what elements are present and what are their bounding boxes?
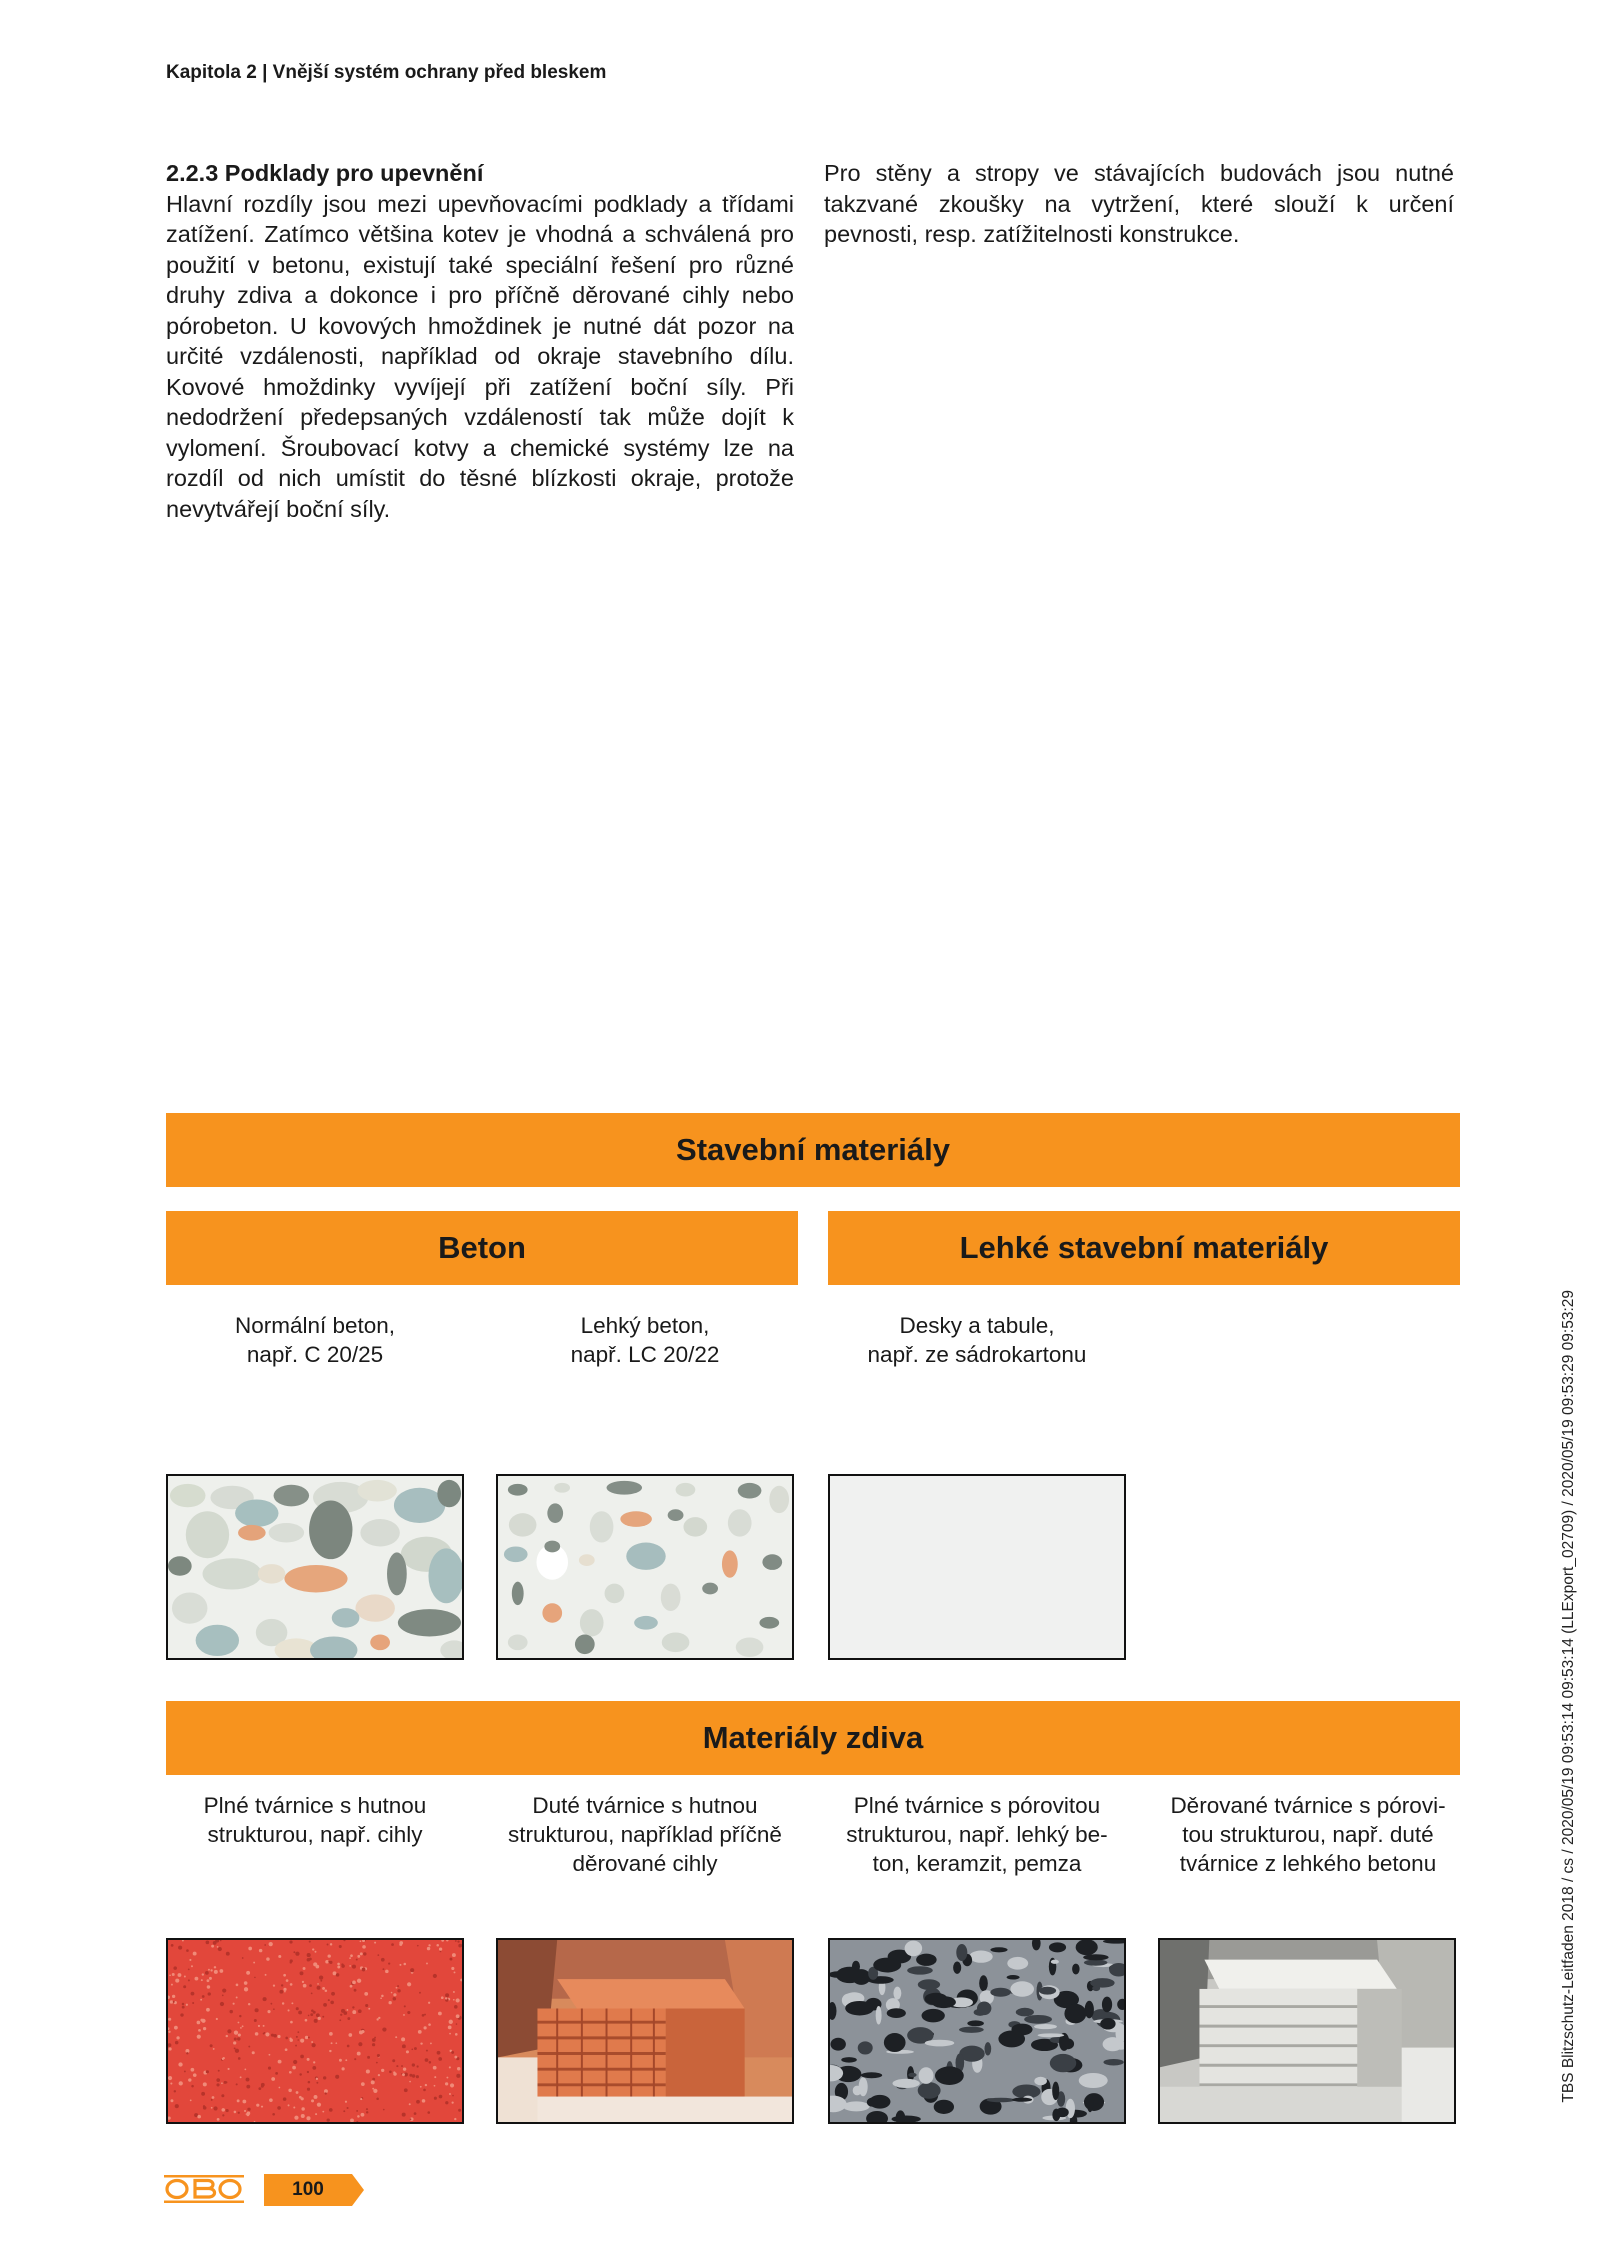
caption-light-concrete <box>496 1311 794 1369</box>
left-paragraph: Hlavní rozdíly jsou mezi upevňovacími podklady a třídami zatížení. Zatímco většina kotev je vhodná a schválená pro použití v betonu, existují také speciální řešení pro různé druhy zdiva a dokonce i pro příčně děrované cihly nebo pórobeton. U kovových hmoždinek je nutné dát pozor na určité vzdálenosti, například od okraje stavebního dílu. Kovové hmoždinky vyvíjejí při zatížení boční síly. Při nedodržení předepsaných vzdáleností tak může dojít k vylomení. Šroubovací kotvy a chemické systémy lze na rozdíl od nich umístit do těsné blízkosti okraje, protože nevytvářejí boční síly. <box>166 190 794 522</box>
light-materials-title: Lehké stavební materiály <box>959 1230 1329 1265</box>
chapter-header: Kapitola 2 | Vnější systém ochrany před bleskem <box>166 62 607 83</box>
right-text-column <box>824 158 1454 250</box>
caption-solid-brick <box>160 1791 470 1849</box>
left-text-column <box>166 158 794 524</box>
section-title: 2.2.3 Podklady pro upevnění <box>166 160 484 186</box>
caption-hollow-brick <box>486 1791 804 1878</box>
caption-line: např. C 20/25 <box>246 1342 384 1367</box>
normal-concrete-image <box>166 1474 464 1660</box>
plasterboard-image <box>828 1474 1126 1660</box>
light-materials-bar <box>828 1211 1460 1285</box>
caption-line: Desky a tabule, <box>899 1313 1055 1338</box>
obo-logo <box>164 2174 244 2204</box>
caption-line: Plné tvárnice s hutnou <box>203 1793 427 1818</box>
side-note-container <box>1560 1290 1580 2103</box>
caption-line: Duté tvárnice s hutnou <box>532 1793 758 1818</box>
caption-line: strukturou, např. lehký be- <box>846 1822 1108 1847</box>
caption-line: tvárnice z lehkého betonu <box>1179 1851 1437 1876</box>
caption-line: strukturou, např. cihly <box>207 1822 423 1847</box>
porous-stone-image <box>828 1938 1126 2124</box>
caption-normal-concrete <box>166 1311 464 1369</box>
caption-line: Normální beton, <box>234 1313 396 1338</box>
side-note: TBS Blitzschutz-Leitfaden 2018 / cs / 2020/05/19 09:53:14 09:53:14 (LLExport_02709) / 2020/05/19 09:53:29 09:53:29 <box>1560 1290 1577 2103</box>
caption-line: např. LC 20/22 <box>570 1342 720 1367</box>
caption-porous-hollow <box>1146 1791 1470 1878</box>
caption-line: Lehký beton, <box>580 1313 710 1338</box>
caption-porous-solid <box>818 1791 1136 1878</box>
caption-boards <box>828 1311 1126 1369</box>
hollow-lightweight-block-image <box>1158 1938 1456 2124</box>
masonry-bar <box>166 1701 1460 1775</box>
beton-bar <box>166 1211 798 1285</box>
caption-line: např. ze sádrokartonu <box>867 1342 1087 1367</box>
caption-line: ton, keramzit, pemza <box>872 1851 1082 1876</box>
building-materials-title: Stavební materiály <box>676 1132 950 1167</box>
right-paragraph: Pro stěny a stropy ve stávajících budovách jsou nutné takzvané zkoušky na vytržení, které slouží k určení pevnosti, resp. zatížitelnosti konstrukce. <box>824 160 1454 247</box>
masonry-title: Materiály zdiva <box>702 1720 924 1755</box>
beton-title: Beton <box>438 1230 526 1265</box>
light-concrete-image <box>496 1474 794 1660</box>
caption-line: tou strukturou, např. duté <box>1182 1822 1434 1847</box>
building-materials-bar <box>166 1113 1460 1187</box>
page-number: 100 <box>292 2179 324 2200</box>
solid-brick-image <box>166 1938 464 2124</box>
caption-line: strukturou, například příčně <box>508 1822 782 1847</box>
caption-line: Plné tvárnice s pórovitou <box>853 1793 1101 1818</box>
caption-line: děrované cihly <box>572 1851 718 1876</box>
hollow-brick-image <box>496 1938 794 2124</box>
caption-line: Děrované tvárnice s pórovi- <box>1170 1793 1446 1818</box>
